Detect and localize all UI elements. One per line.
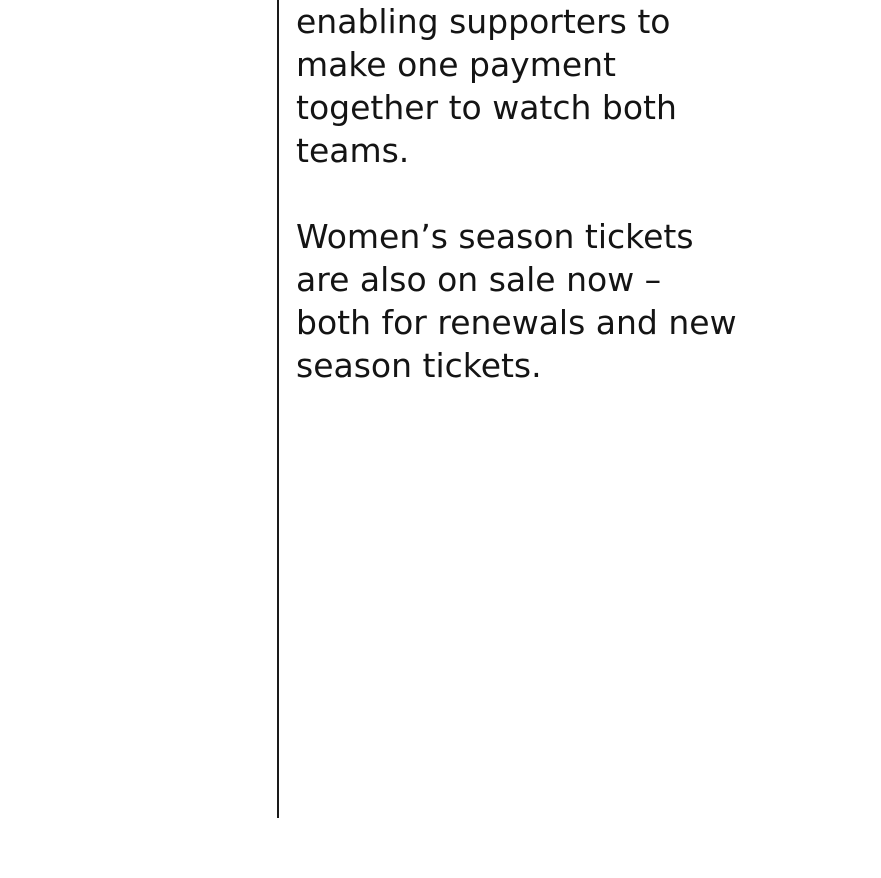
right-line-7: are also on sale now – [296,260,662,299]
right-line-6: Women’s season tickets [296,217,694,256]
right-line-3: together to watch both [296,88,677,127]
right-line-8: both for renewals and new [296,303,737,342]
right-line-1: enabling supporters to [296,2,671,41]
right-line-4: teams. [296,131,410,170]
right-line-9: season tickets. [296,346,542,385]
right-line-2: make one payment [296,45,616,84]
column-divider [277,0,279,818]
